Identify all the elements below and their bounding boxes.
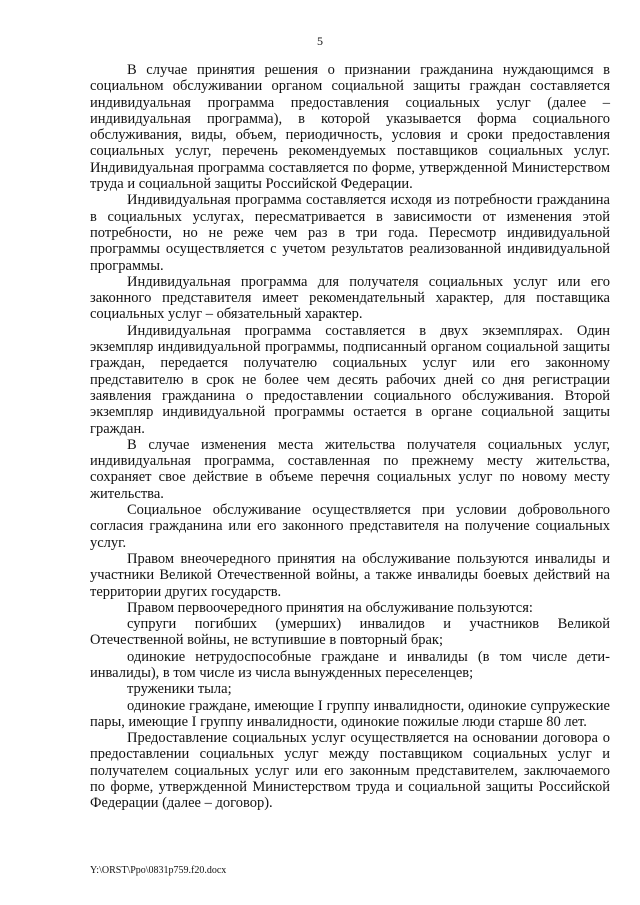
file-path-footer: Y:\ORST\Ppo\0831p759.f20.docx xyxy=(90,865,227,876)
list-item-paragraph: одинокие граждане, имеющие I группу инвалидности, одинокие супружеские пары, имеющие I группу инвалидности, одинокие пожилые люди старше 80 лет. xyxy=(90,697,610,730)
page-number: 5 xyxy=(317,34,323,48)
paragraph: Правом внеочередного принятия на обслуживание пользуются инвалиды и участники Великой Отечественной войны, а также инвалиды боевых действий на территории других государств. xyxy=(90,550,610,600)
paragraph: Индивидуальная программа для получателя социальных услуг или его законного представителя имеет рекомендательный характер, для поставщика социальных услуг – обязательный характер. xyxy=(90,273,610,323)
list-item-paragraph: супруги погибших (умерших) инвалидов и участников Великой Отечественной войны, не вступившие в повторный брак; xyxy=(90,616,610,649)
paragraph: В случае изменения места жительства получателя социальных услуг, индивидуальная программа, составленная по прежнему месту жительства, сохраняет свое действие в объеме перечня социальных услуг по новому месту жительства. xyxy=(90,436,610,502)
paragraph: Предоставление социальных услуг осуществляется на основании договора о предоставлении социальных услуг между поставщиком социальных услуг и получателем социальных услуг или его законным представителем, заключаемого по форме, утвержденной Министерством труда и социальной защиты Российской Федерации (далее – договор). xyxy=(90,730,610,812)
paragraph: Социальное обслуживание осуществляется при условии добровольного согласия гражданина или его законного представителя на получение социальных услуг. xyxy=(90,502,610,551)
list-item-paragraph: одинокие нетрудоспособные граждане и инвалиды (в том числе дети-инвалиды), в том числе из числа вынужденных переселенцев; xyxy=(90,648,610,681)
paragraph: Индивидуальная программа составляется исходя из потребности гражданина в социальных услугах, пересматривается в зависимости от изменения этой потребности, но не реже чем раз в три года. Пересмотр индивидуальной программы осуществляется с учетом результатов реализованной индивидуальной программы. xyxy=(90,192,610,274)
list-item-paragraph: труженики тыла; xyxy=(127,681,232,698)
paragraph: Правом первоочередного принятия на обслуживание пользуются: xyxy=(127,599,533,616)
paragraph: В случае принятия решения о признании гражданина нуждающимся в социальном обслуживании органом социальной защиты граждан составляется индивидуальная программа предоставления социальных услуг (далее – индивидуальная программа), в которой указывается форма социального обслуживания, виды, объем, периодичность, условия и сроки предоставления социальных услуг, перечень рекомендуемых поставщиков социальных услуг. Индивидуальная программа составляется по форме, утвержденной Министерством труда и социальной защиты Российской Федерации. xyxy=(90,62,610,193)
body-text xyxy=(90,62,610,812)
paragraph: Индивидуальная программа составляется в двух экземплярах. Один экземпляр индивидуальной программы, подписанный органом социальной защиты граждан, передается получателю социальных услуг или его законному представителю в срок не более чем десять рабочих дней со дня регистрации заявления гражданина о предоставлении социального обслуживания. Второй экземпляр индивидуальной программы остается в органе социальной защиты граждан. xyxy=(90,322,610,437)
